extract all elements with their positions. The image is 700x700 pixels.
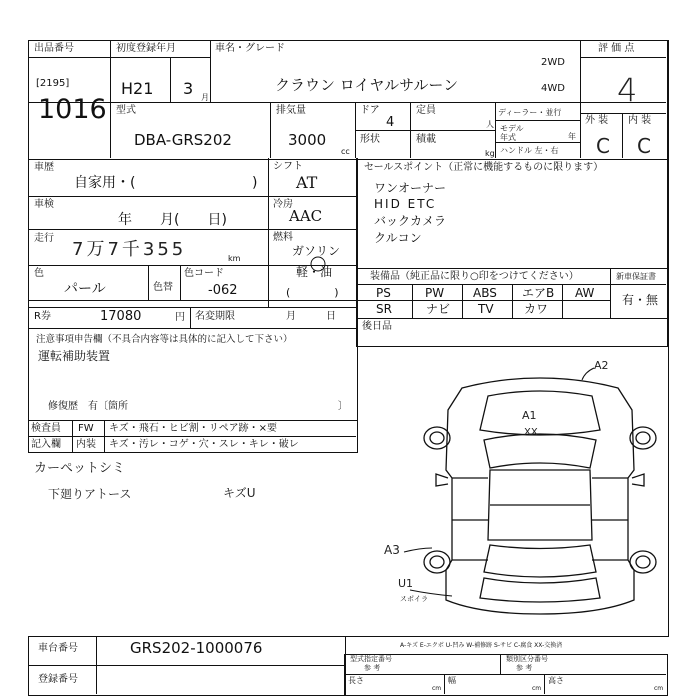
notes-content: 運転補助装置: [38, 349, 111, 363]
door-label: ドア: [360, 105, 380, 116]
color-value: パール: [64, 281, 106, 297]
equip-sr: SR: [376, 302, 392, 316]
history-value: 自家用・(: [74, 175, 136, 191]
repair-label: 修復歴 有〔箇所: [48, 401, 128, 412]
model-value: DBA-GRS202: [134, 131, 232, 149]
fw-text: キズ・飛石・ヒビ割・リペア跡・×要: [109, 423, 277, 434]
shape-label: 形状: [360, 134, 380, 145]
equipment-label: 装備品（純正品に限り○印をつけてください）: [370, 271, 579, 282]
post-fit-label: 後日品: [362, 321, 392, 332]
year-unit: 年: [568, 132, 576, 141]
name-change-value: 月 日: [286, 311, 336, 322]
fw-label: FW: [78, 423, 94, 434]
plate-label: 登録番号: [38, 674, 78, 685]
grade-label: 評 価 点: [598, 43, 635, 54]
color-code-value: -062: [208, 283, 238, 298]
equip-aw: AW: [575, 286, 595, 300]
type-number-label: 型式指定番号: [350, 655, 392, 663]
damage-mark-a3: A3: [384, 543, 400, 557]
chassis-label: 車台番号: [38, 643, 78, 654]
exterior-score: C: [596, 134, 610, 158]
length-unit: cm: [432, 685, 442, 692]
sales-point-4: クルコン: [374, 231, 422, 245]
equip-abs: ABS: [473, 286, 497, 300]
fuel-label: 燃料: [273, 232, 293, 243]
equip-navi: ナビ: [426, 302, 451, 316]
car-name-label: 車名・グレード: [215, 43, 285, 54]
sales-point-1: ワンオーナー: [374, 181, 447, 195]
warranty-label: 新車保証書: [616, 272, 656, 281]
color-code-label: 色コード: [184, 268, 224, 279]
height-label: 高さ: [548, 676, 564, 685]
mileage-label: 走行: [34, 233, 54, 244]
reg-month: 3: [183, 79, 194, 98]
cooling-value: AAC: [289, 207, 323, 225]
sales-points-label: セールスポイント（正常に機能するものに限ります）: [364, 162, 604, 173]
lot-number: 1016: [38, 94, 107, 125]
sales-point-3: バックカメラ: [374, 214, 447, 228]
class-ref: 参 考: [516, 664, 533, 672]
repair-close: 〕: [338, 401, 348, 412]
reg-label: 初度登録年月: [116, 43, 176, 54]
interior-note-label: 内装: [76, 439, 96, 450]
model-label: 型式: [116, 105, 136, 116]
inspection-value: 年 月( 日): [118, 212, 227, 228]
width-unit: cm: [532, 685, 542, 692]
width-label: 幅: [448, 676, 456, 685]
post-fit-frame: [356, 318, 668, 347]
handwritten-note-2: 下廻りアトース: [48, 487, 132, 501]
interior-score: C: [637, 134, 651, 158]
color-label: 色: [34, 268, 44, 279]
equip-tv: TV: [478, 302, 494, 316]
recycle-value: 17080: [100, 309, 142, 324]
overall-score: 4: [617, 71, 638, 109]
displacement-value: 3000: [288, 131, 327, 149]
history-close: ): [252, 175, 258, 191]
shift-value: AT: [296, 173, 318, 192]
car-name: クラウン ロイヤルサルーン: [275, 76, 459, 94]
inspector-label-1: 検査員: [31, 423, 61, 434]
inspector-label-2: 記入欄: [31, 439, 61, 450]
displacement-label: 排気量: [276, 105, 306, 116]
dealer-label: ディーラー・並行: [498, 108, 562, 117]
cc-unit: cc: [341, 147, 350, 156]
drive-4wd: 4WD: [541, 83, 565, 94]
damage-mark-spoiler: スポイラ: [400, 595, 428, 603]
equip-leather: カワ: [524, 302, 549, 316]
length-label: 長さ: [348, 676, 364, 685]
fuel-gasoline: ガソリン: [292, 244, 341, 258]
cooling-label: 冷房: [273, 199, 293, 210]
equip-ps: PS: [376, 286, 391, 300]
capacity-unit: 人: [486, 120, 494, 129]
kg-unit: kg: [485, 149, 495, 158]
shift-label: シフト: [273, 161, 303, 172]
load-label: 積載: [416, 134, 436, 145]
lot-label: 出品番号: [34, 43, 74, 54]
equip-pw: PW: [425, 286, 445, 300]
model-year-label: モデル 年式: [500, 124, 524, 142]
handle-label: ハンドル 左・右: [500, 146, 559, 155]
handwritten-note-3: キズU: [223, 486, 256, 500]
type-ref: 参 考: [364, 664, 381, 672]
yen-unit: 円: [175, 312, 185, 323]
damage-mark-a1: A1: [522, 409, 537, 422]
lot-code: [2195]: [36, 78, 70, 89]
notes-label: 注意事項申告欄（不具合内容等は具体的に記入して下さい）: [36, 334, 293, 345]
interior-note-text: キズ・汚レ・コゲ・穴・スレ・キレ・破レ: [109, 439, 299, 450]
chassis-value: GRS202-1000076: [130, 639, 263, 657]
color-change-label: 色替: [153, 282, 173, 293]
recycle-label: R券: [34, 311, 51, 322]
damage-mark-a2: A2: [594, 359, 609, 372]
damage-mark-xx: XX: [524, 427, 538, 438]
class-number-label: 類別区分番号: [506, 655, 548, 663]
fuel-other: ( ): [286, 286, 339, 299]
sales-point-2: HID ETC: [374, 197, 437, 211]
drive-2wd: 2WD: [541, 57, 565, 68]
inspection-label: 車検: [34, 199, 54, 210]
reg-month-unit: 月: [201, 93, 209, 102]
exterior-label: 外 装: [585, 115, 609, 126]
handwritten-note-1: カーペットシミ: [34, 461, 126, 476]
capacity-label: 定員: [416, 105, 436, 116]
fuel-diesel: 軽・油: [296, 265, 333, 279]
mileage-value: 7万7千355: [72, 239, 187, 260]
interior-label: 内 装: [628, 115, 652, 126]
door-value: 4: [386, 115, 395, 130]
height-unit: cm: [654, 685, 664, 692]
damage-legend: A-キズ E-エクボ U-凹み W-補修跡 S-サビ C-腐食 XX-交換済: [400, 642, 563, 649]
km-unit: km: [228, 254, 241, 263]
reg-era: H21: [121, 79, 154, 98]
history-label: 車歴: [34, 162, 54, 173]
damage-mark-u1: U1: [398, 577, 414, 590]
warranty-value: 有・無: [622, 293, 659, 307]
name-change-label: 名変期限: [195, 311, 235, 322]
equip-airbag: エアB: [522, 286, 555, 300]
